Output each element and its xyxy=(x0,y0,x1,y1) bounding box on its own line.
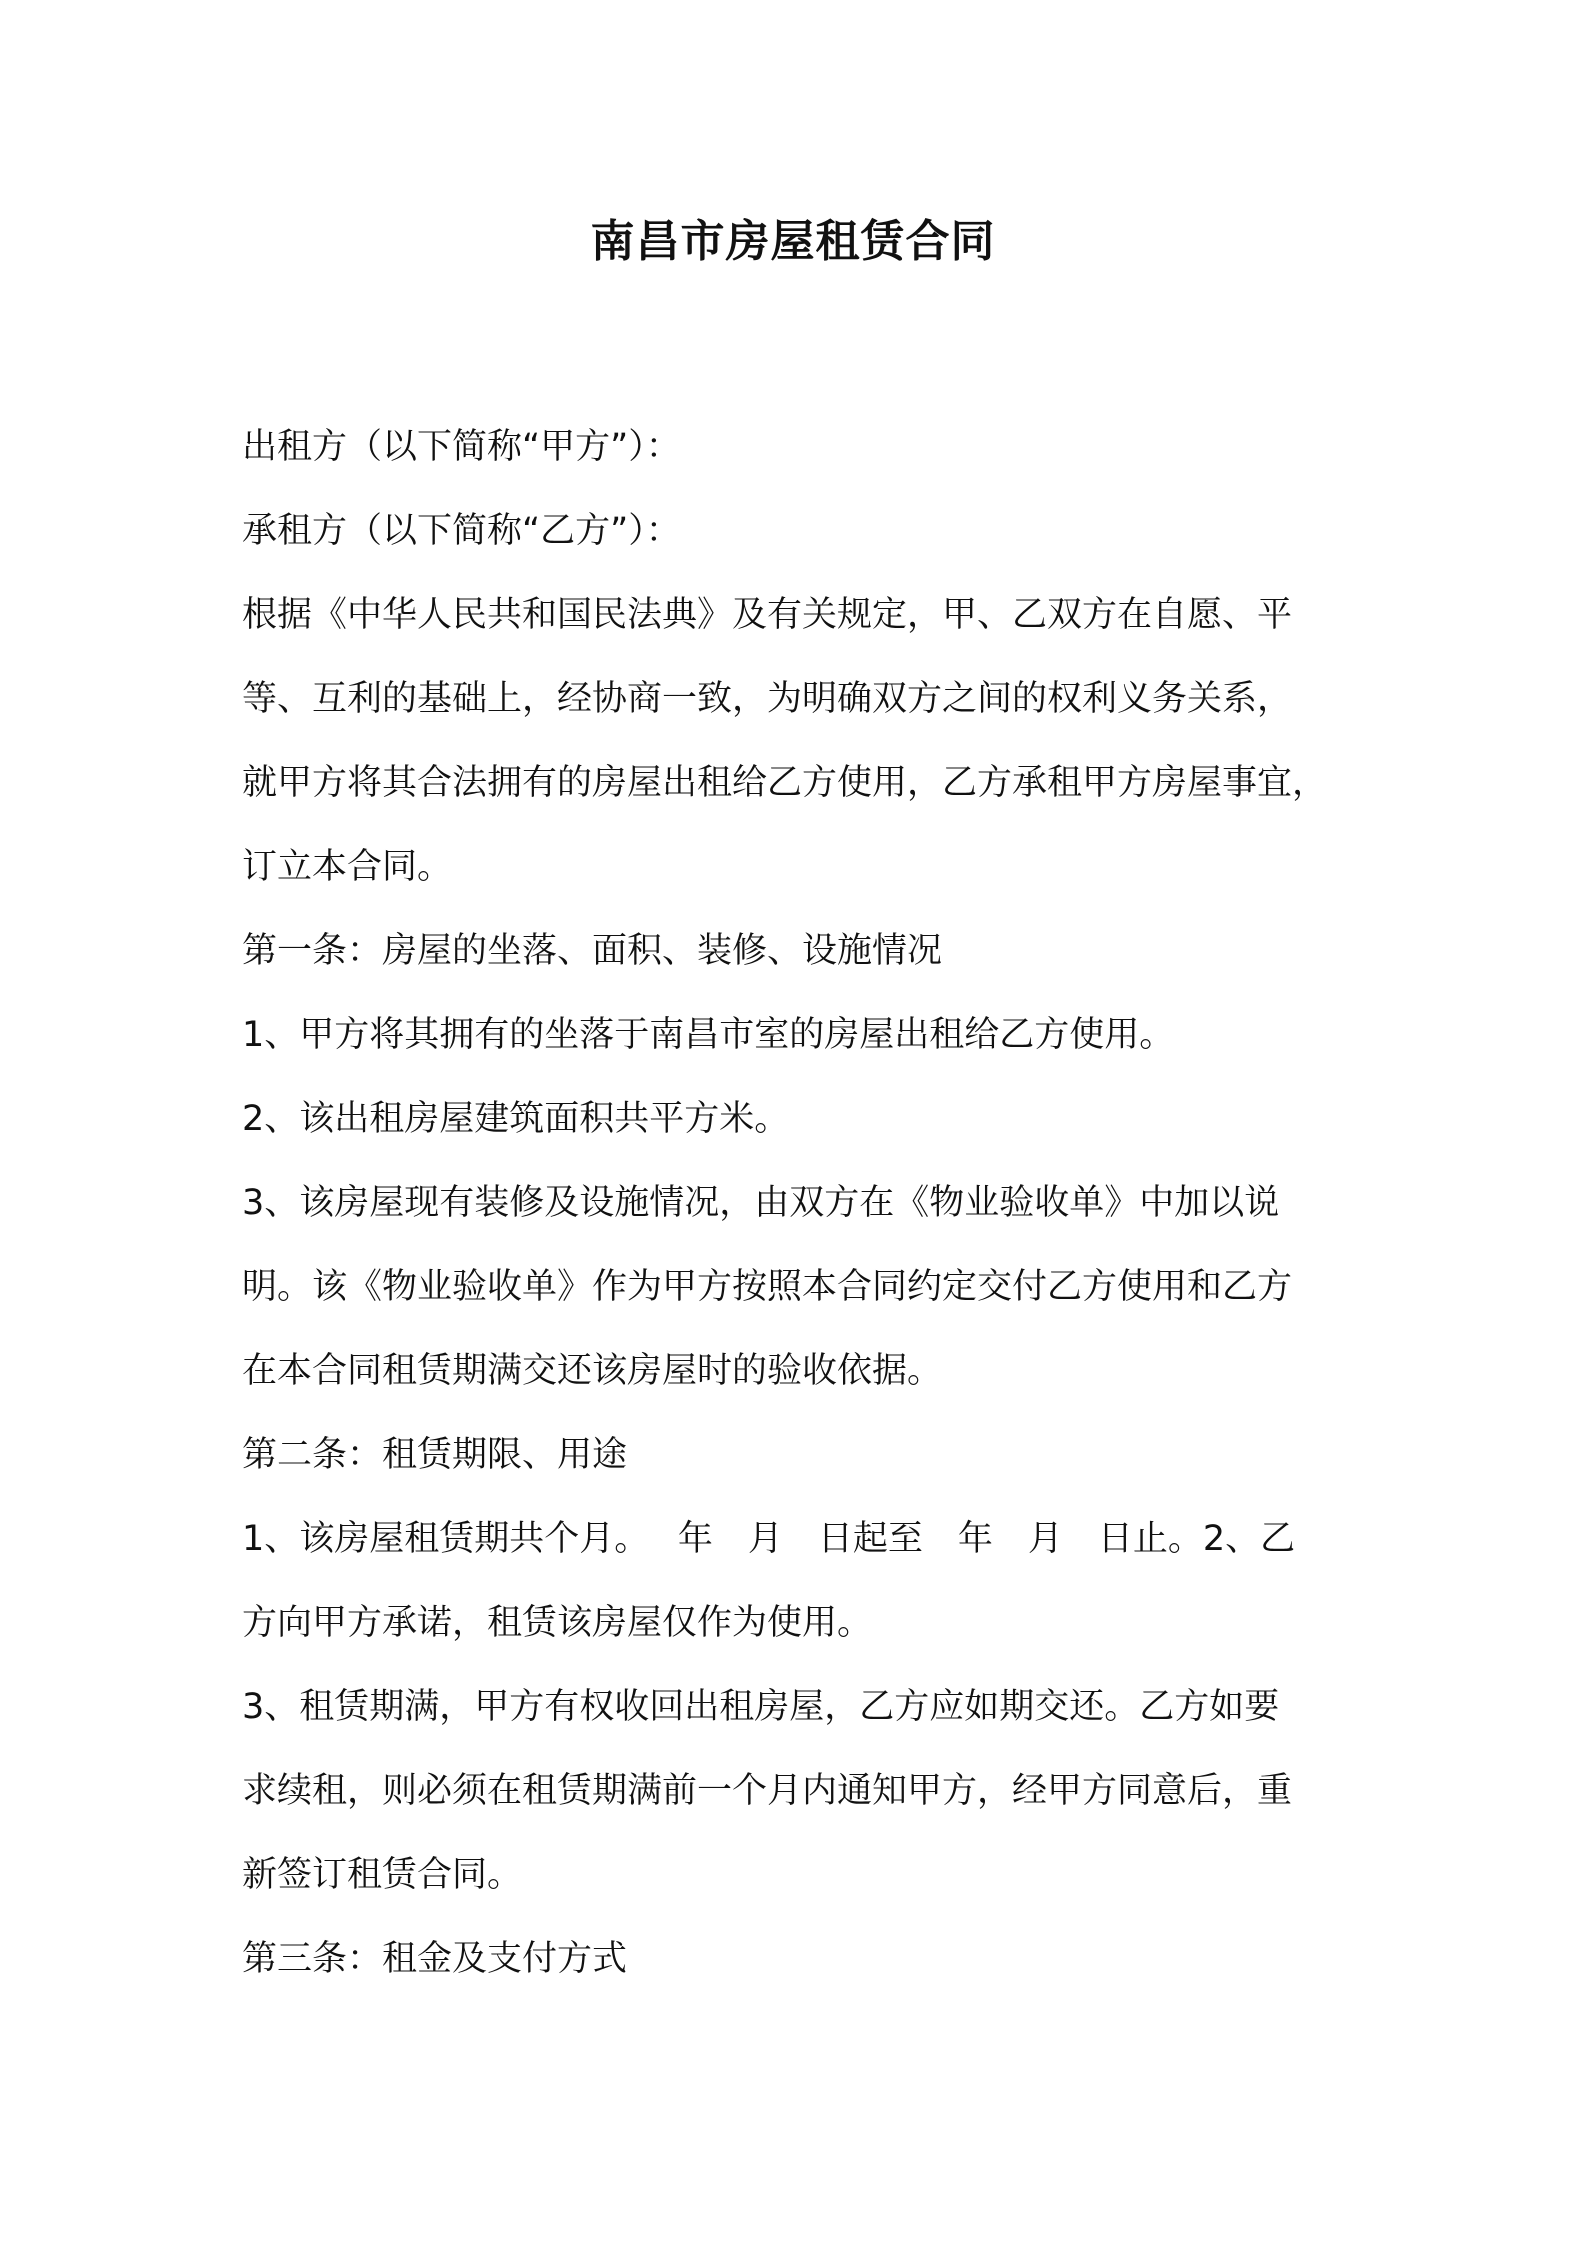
party-b-line: 承租方（以下简称“乙方”）： xyxy=(242,511,681,551)
article-2-clause-line: 3、租赁期满，甲方有权收回出租房屋，乙方应如期交还。乙方如要 xyxy=(242,1687,1280,1727)
article-2-clause-line: 新签订租赁合同。 xyxy=(242,1855,523,1895)
contract-body xyxy=(242,405,1367,2001)
article-2-clause-line: 求续租，则必须在租赁期满前一个月内通知甲方，经甲方同意后，重 xyxy=(242,1771,1293,1811)
preamble-line: 根据《中华人民共和国民法典》及有关规定，甲、乙双方在自愿、平 xyxy=(242,595,1293,635)
article-1-clause-line: 2、该出租房屋建筑面积共平方米。 xyxy=(242,1099,790,1139)
preamble-line: 订立本合同。 xyxy=(242,847,453,887)
article-2-clause-line: 1、该房屋租赁期共个月。 年 月 日起至 年 月 日止。2、乙 xyxy=(242,1519,1296,1559)
article-2-heading: 第二条：租赁期限、用途 xyxy=(242,1435,628,1475)
article-1-clause-line: 3、该房屋现有装修及设施情况，由双方在《物业验收单》中加以说 xyxy=(242,1183,1280,1223)
party-a-line: 出租方（以下简称“甲方”）： xyxy=(242,427,681,467)
article-2-clause-line: 方向甲方承诺，租赁该房屋仅作为使用。 xyxy=(242,1603,873,1643)
document-title: 南昌市房屋租赁合同 xyxy=(590,216,996,267)
article-1-clause-line: 明。该《物业验收单》作为甲方按照本合同约定交付乙方使用和乙方 xyxy=(242,1267,1293,1307)
article-1-heading: 第一条：房屋的坐落、面积、装修、设施情况 xyxy=(242,931,943,971)
article-1-clause-line: 1、甲方将其拥有的坐落于南昌市室的房屋出租给乙方使用。 xyxy=(242,1015,1175,1055)
preamble-line: 等、互利的基础上，经协商一致，为明确双方之间的权利义务关系， xyxy=(242,679,1293,719)
article-1-clause-line: 在本合同租赁期满交还该房屋时的验收依据。 xyxy=(242,1351,943,1391)
preamble-line: 就甲方将其合法拥有的房屋出租给乙方使用，乙方承租甲方房屋事宜， xyxy=(242,763,1328,803)
article-3-heading: 第三条：租金及支付方式 xyxy=(242,1939,628,1979)
